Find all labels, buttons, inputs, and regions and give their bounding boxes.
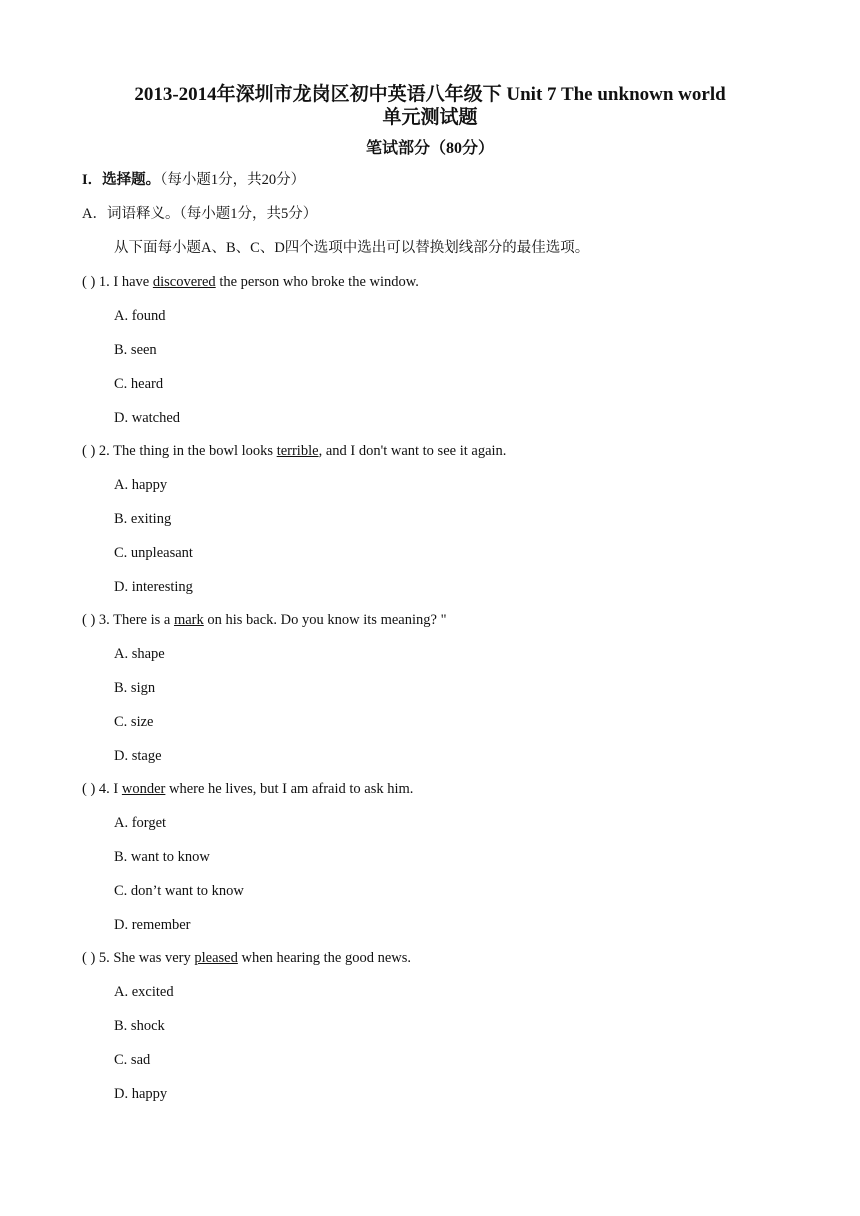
option-a: A. excited — [114, 984, 174, 1000]
underlined-word: mark — [173, 612, 204, 628]
question-text-post: , and I don't want to see it again. — [318, 443, 507, 459]
question-text-post: on his back. Do you know its meaning? " — [203, 612, 447, 628]
underlined-word: discovered — [152, 274, 216, 290]
question-number: 3. — [98, 612, 110, 628]
question-text-pre: I — [113, 781, 122, 797]
question-text-post: when hearing the good news. — [237, 950, 412, 966]
question-text-pre: The thing in the bowl looks — [113, 443, 277, 459]
question-number: 1. — [98, 274, 110, 290]
option-b: B. shock — [114, 1018, 165, 1034]
option-d: D. happy — [114, 1086, 168, 1102]
section-label: I．选择题。 — [82, 172, 161, 188]
option-d: D. stage — [114, 748, 162, 764]
question-3 — [82, 610, 447, 630]
option-b: B. want to know — [114, 849, 210, 865]
option-c: C. don’t want to know — [114, 883, 244, 899]
answer-bracket: ( ) — [82, 443, 96, 459]
answer-bracket: ( ) — [82, 274, 96, 290]
question-4 — [82, 779, 413, 799]
option-c: C. sad — [114, 1052, 151, 1068]
option-b: B. sign — [114, 680, 156, 696]
underlined-word: pleased — [194, 950, 238, 966]
document-title-line2: 单元测试题 — [382, 107, 478, 128]
document-title-line1: 2013-2014年深圳市龙岗区初中英语八年级下 Unit 7 The unknown world — [134, 84, 726, 105]
document-subtitle: 笔试部分（80分） — [365, 140, 494, 157]
answer-bracket: ( ) — [82, 781, 96, 797]
option-d: D. watched — [114, 410, 181, 426]
option-a: A. shape — [114, 646, 165, 662]
question-text-post: the person who broke the window. — [215, 274, 419, 290]
option-b: B. seen — [114, 342, 157, 358]
underlined-word: wonder — [121, 781, 166, 797]
option-d: D. remember — [114, 917, 191, 933]
option-d: D. interesting — [114, 579, 193, 595]
question-5 — [82, 948, 411, 968]
question-number: 2. — [98, 443, 110, 459]
answer-bracket: ( ) — [82, 950, 96, 966]
option-c: C. heard — [114, 376, 164, 392]
option-a: A. happy — [114, 477, 168, 493]
option-c: C. unpleasant — [114, 545, 193, 561]
part-a-heading: A．词语释义。（每小题1分，共5分） — [82, 206, 318, 222]
option-a: A. found — [114, 308, 166, 324]
option-c: C. size — [114, 714, 154, 730]
question-text-post: where he lives, but I am afraid to ask him. — [165, 781, 414, 797]
option-b: B. exiting — [114, 511, 172, 527]
question-1 — [82, 272, 419, 292]
underlined-word: terrible — [276, 443, 319, 459]
section-points: （每小题1分，共20分） — [160, 172, 306, 188]
question-text-pre: I have — [113, 274, 153, 290]
question-2 — [82, 441, 506, 461]
question-text-pre: There is a — [113, 612, 174, 628]
question-number: 4. — [98, 781, 110, 797]
question-text-pre: She was very — [113, 950, 195, 966]
section-heading — [82, 170, 305, 190]
question-number: 5. — [98, 950, 110, 966]
instruction-text: 从下面每小题A、B、C、D四个选项中选出可以替换划线部分的最佳选项。 — [114, 240, 590, 256]
option-a: A. forget — [114, 815, 167, 831]
answer-bracket: ( ) — [82, 612, 96, 628]
